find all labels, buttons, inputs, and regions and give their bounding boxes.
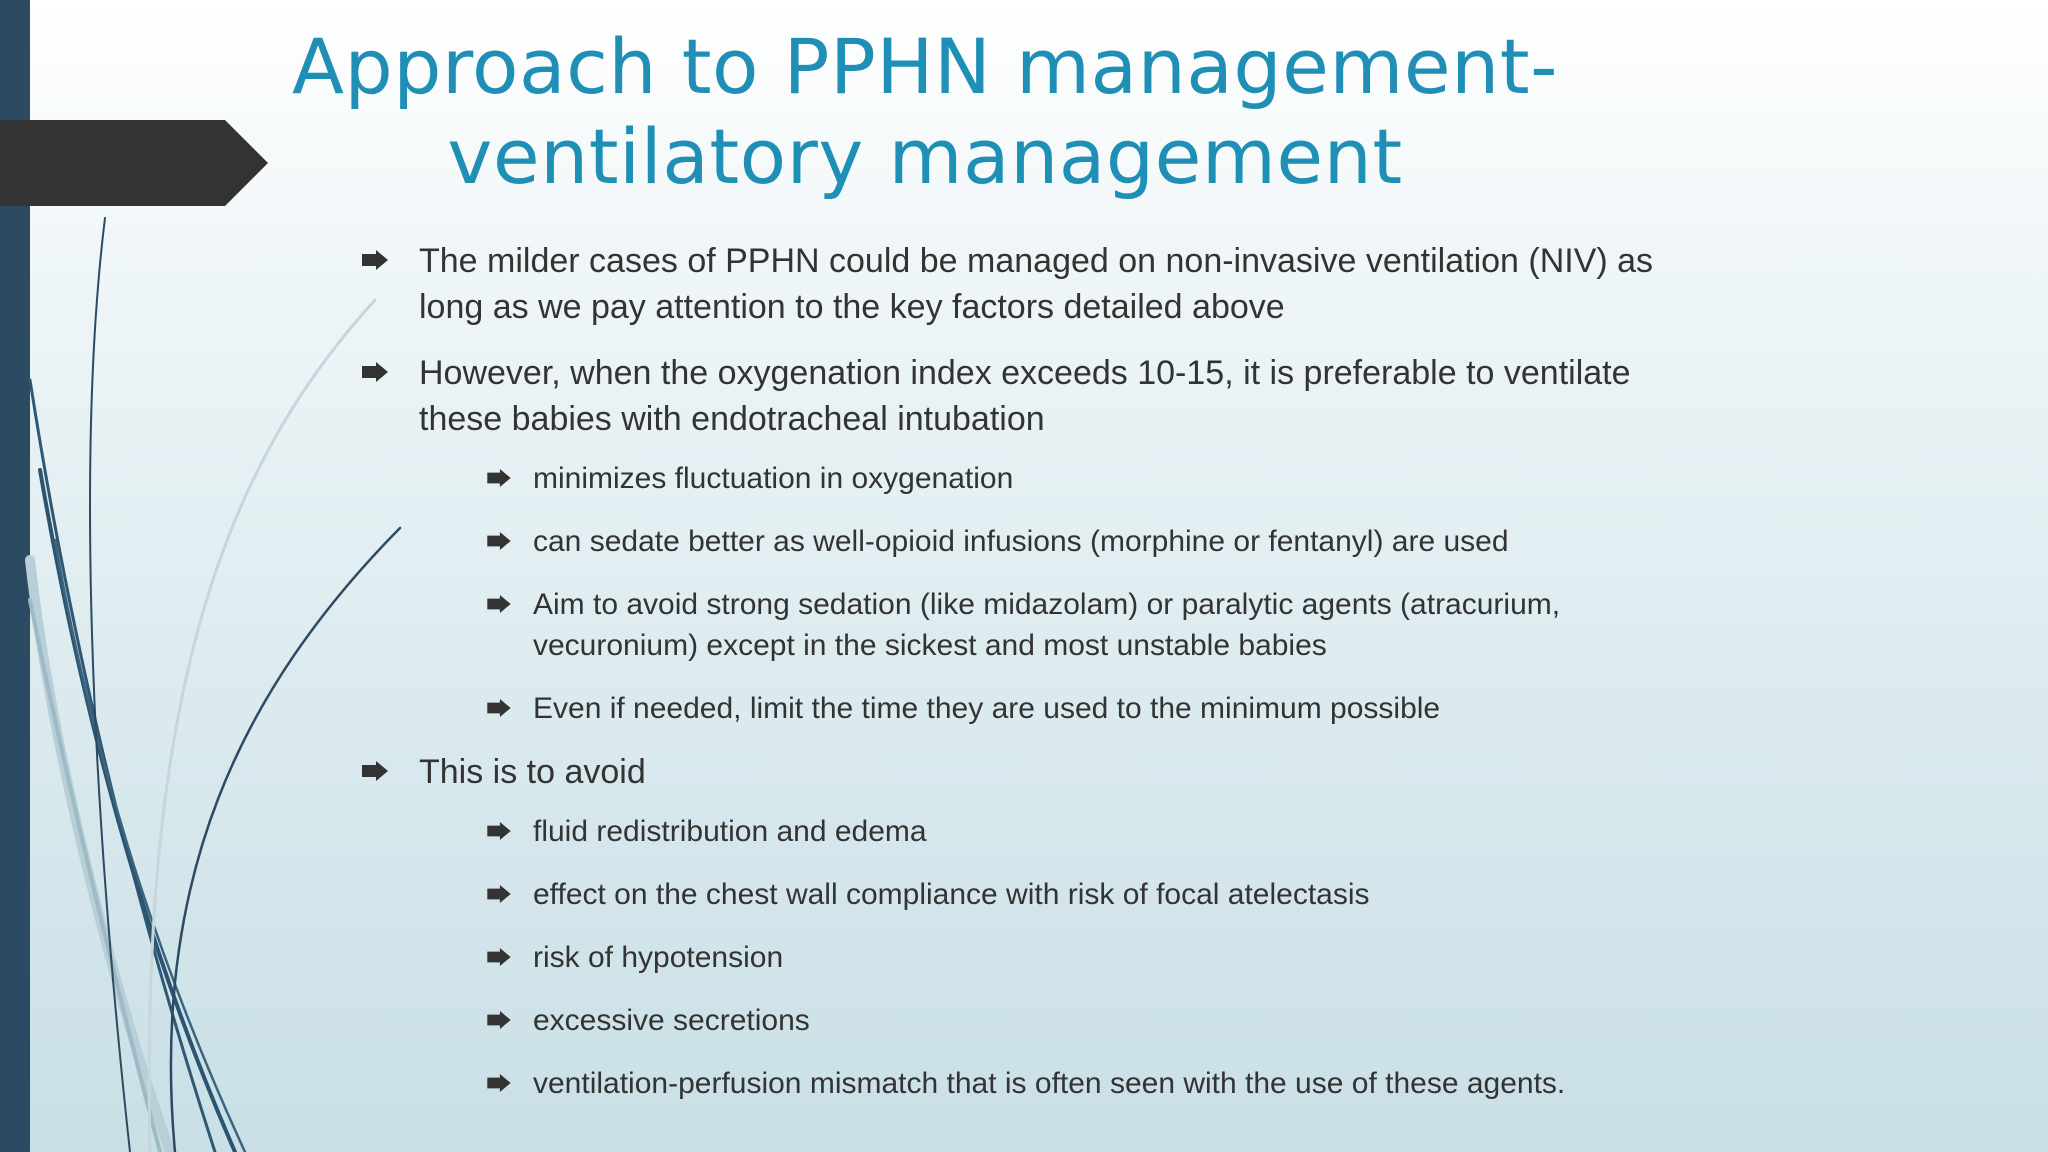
sub-bullet-item (487, 874, 1662, 915)
sub-bullet-text: Aim to avoid strong sedation (like midazolam) or paralytic agents (atracurium, vecuronium) except in the sickest and most unstable babies (533, 588, 1561, 662)
sub-bullet-list (419, 458, 1662, 729)
bullet-text: This is to avoid (419, 753, 646, 791)
sub-bullet-item (487, 811, 1662, 852)
sub-bullet-text: ventilation-perfusion mismatch that is often seen with the use of these agents. (533, 1067, 1566, 1100)
sub-bullet-text: risk of hypotension (533, 941, 784, 974)
sub-bullet-text: fluid redistribution and edema (533, 815, 927, 848)
arrow-bullet-icon (487, 532, 511, 550)
sub-bullet-item (487, 1000, 1662, 1041)
sub-bullet-item (487, 458, 1662, 499)
arrow-bullet-icon (487, 885, 511, 903)
arrow-bullet-icon (487, 469, 511, 487)
arrow-bullet-icon (487, 595, 511, 613)
sub-bullet-text: minimizes fluctuation in oxygenation (533, 462, 1014, 495)
bullet-item (362, 749, 1662, 1104)
arrow-bullet-icon (487, 822, 511, 840)
sub-bullet-text: can sedate better as well-opioid infusions (morphine or fentanyl) are used (533, 525, 1509, 558)
arrow-bullet-icon (362, 250, 388, 270)
bullet-content (362, 238, 1662, 1124)
bullet-list (362, 238, 1662, 1104)
bullet-text: The milder cases of PPHN could be managed on non-invasive ventilation (NIV) as long as we pay attention to the key factors detailed above (419, 242, 1654, 326)
sub-bullet-item (487, 688, 1662, 729)
arrow-bullet-icon (362, 362, 388, 382)
arrow-bullet-icon (362, 761, 388, 781)
bullet-item (362, 350, 1662, 729)
bullet-text: However, when the oxygenation index exceeds 10-15, it is preferable to ventilate these babies with endotracheal intubation (419, 354, 1631, 438)
sub-bullet-item (487, 521, 1662, 562)
sub-bullet-item (487, 584, 1662, 666)
arrow-bullet-icon (487, 1074, 511, 1092)
sub-bullet-item (487, 937, 1662, 978)
sub-bullet-text: excessive secretions (533, 1004, 810, 1037)
sub-bullet-text: Even if needed, limit the time they are used to the minimum possible (533, 692, 1441, 725)
arrow-bullet-icon (487, 699, 511, 717)
sub-bullet-text: effect on the chest wall compliance with risk of focal atelectasis (533, 878, 1370, 911)
arrow-bullet-icon (487, 1011, 511, 1029)
sub-bullet-list (419, 811, 1662, 1104)
sub-bullet-item (487, 1063, 1662, 1104)
slide-title: Approach to PPHN management- ventilatory management (291, 22, 1559, 201)
bullet-item (362, 238, 1662, 330)
arrow-bullet-icon (487, 948, 511, 966)
